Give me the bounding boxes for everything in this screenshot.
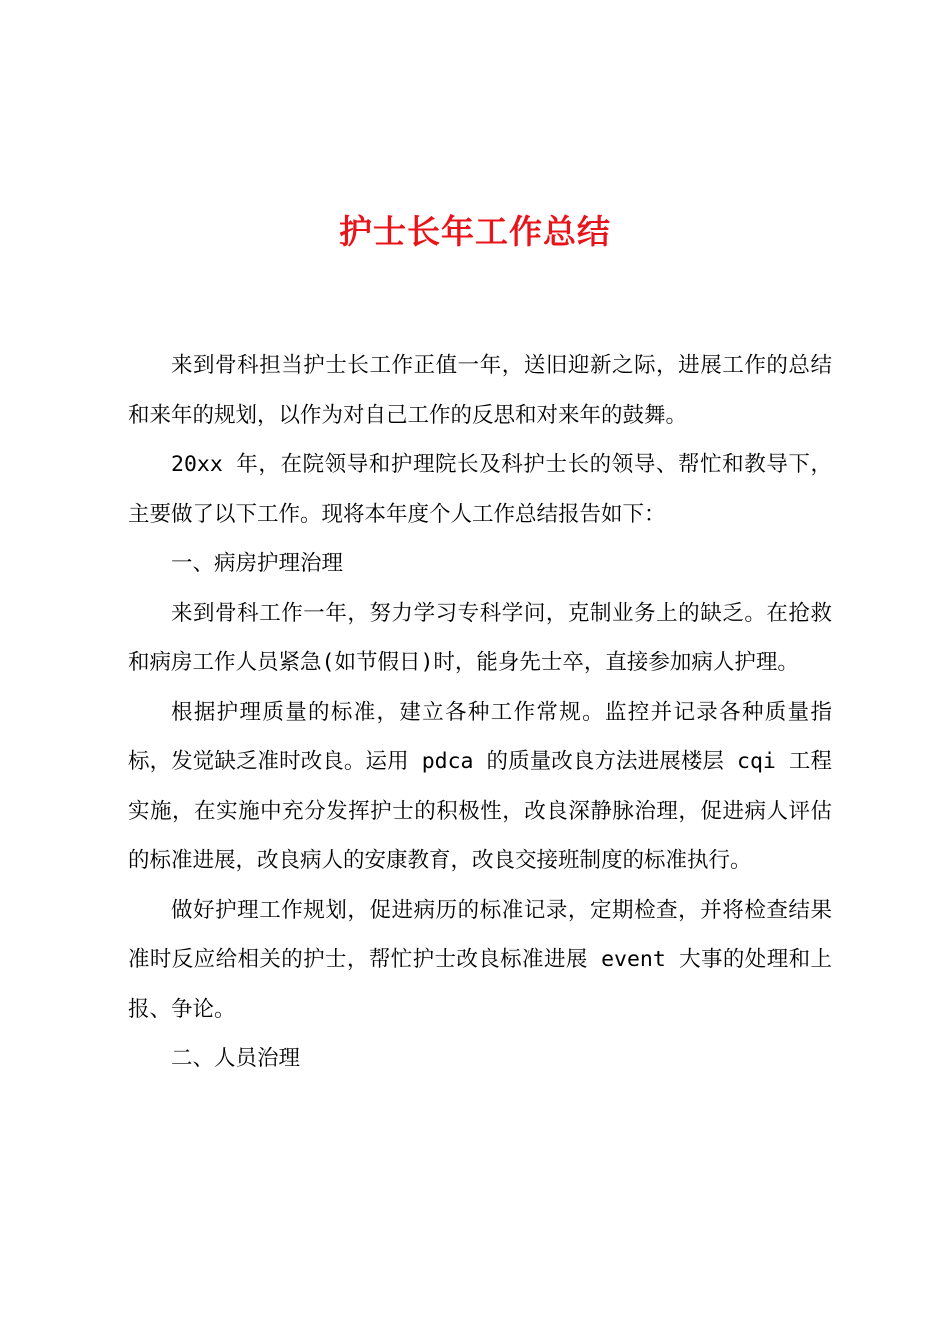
section-heading-ward-management: 一、病房护理治理	[171, 551, 344, 576]
paragraph-ward-work: 来到骨科工作一年，努力学习专科学问，克制业务上的缺乏。在抢救和病房工作人员紧急(如节假日)时，能身先士卒，直接参加病人护理。	[128, 600, 832, 675]
paragraph-quality-standards: 根据护理质量的标准，建立各种工作常规。监控并记录各种质量指标，发觉缺乏准时改良。运用 pdca 的质量改良方法进展楼层 cqi 工程实施，在实施中充分发挥护士的积极性，改良深静脉治理，促进病人评估的标准进展，改良病人的安康教育，改良交接班制度的标准执行。	[128, 699, 832, 873]
section-heading-staff-management: 二、人员治理	[171, 1046, 301, 1071]
document-body	[128, 341, 832, 1084]
paragraph-intro: 来到骨科担当护士长工作正值一年，送旧迎新之际，进展工作的总结和来年的规划，以作为对自己工作的反思和对来年的鼓舞。	[128, 353, 832, 428]
paragraph-planning: 做好护理工作规划，促进病历的标准记录，定期检查，并将检查结果准时反应给相关的护士，帮忙护士改良标准进展 event 大事的处理和上报、争论。	[128, 897, 832, 1022]
paragraph-overview: 20xx 年，在院领导和护理院长及科护士长的领导、帮忙和教导下，主要做了以下工作。现将本年度个人工作总结报告如下：	[128, 452, 832, 527]
document-title: 护士长年工作总结	[339, 212, 611, 251]
